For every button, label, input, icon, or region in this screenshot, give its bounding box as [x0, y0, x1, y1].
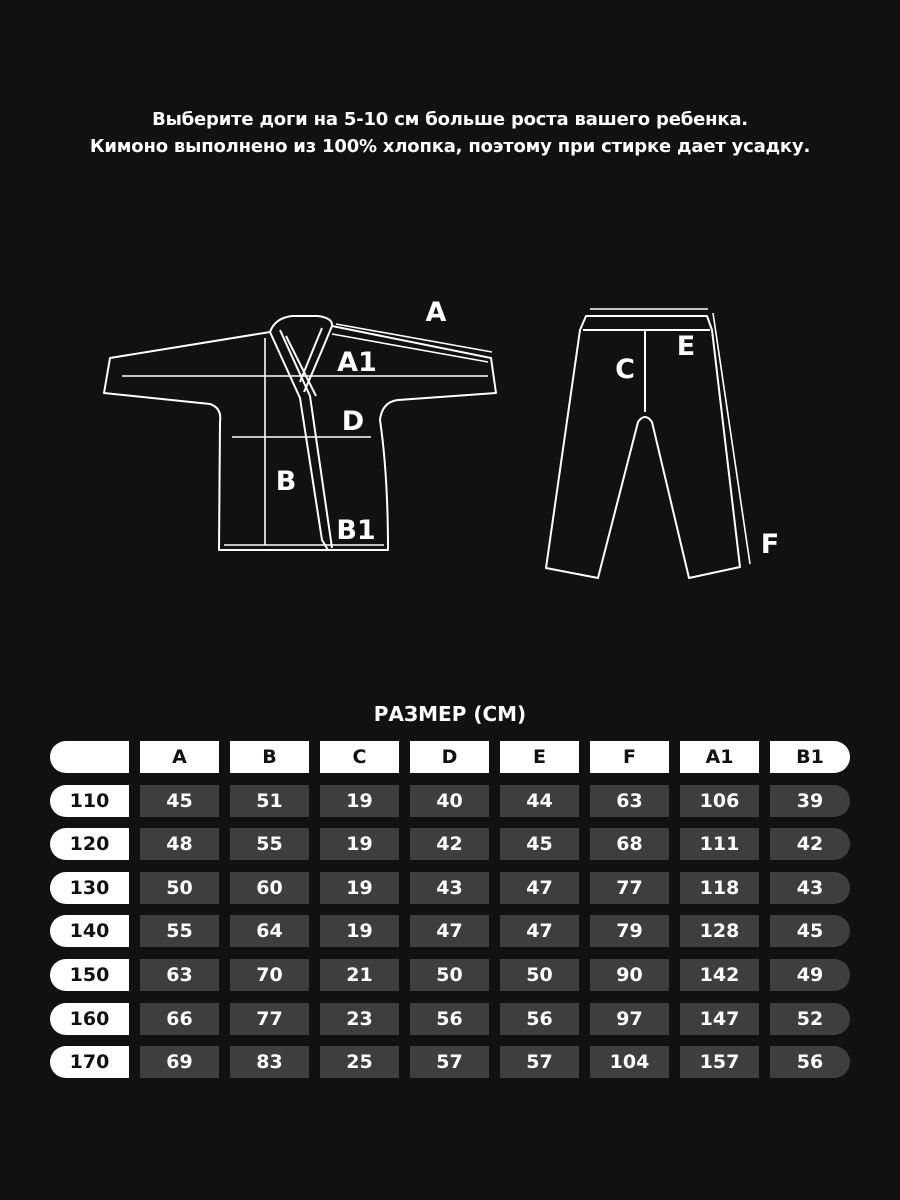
label-a1: A1	[337, 347, 377, 378]
table-cell: 52	[770, 1003, 850, 1035]
table-cell: 50	[500, 959, 579, 991]
table-cell: 25	[320, 1046, 399, 1078]
table-row	[50, 1003, 850, 1035]
label-b: B	[275, 466, 297, 497]
row-size-label: 170	[50, 1046, 129, 1078]
table-header-row	[50, 741, 850, 773]
table-cell: 63	[140, 959, 219, 991]
row-size-label: 150	[50, 959, 129, 991]
table-cell: 49	[770, 959, 850, 991]
table-body	[50, 785, 850, 1079]
table-cell: 50	[140, 872, 219, 904]
table-cell: 40	[410, 785, 489, 817]
table-cell: 39	[770, 785, 850, 817]
table-cell: 142	[680, 959, 759, 991]
table-cell: 111	[680, 828, 759, 860]
intro-line-1: Выберите доги на 5-10 см больше роста вашего ребенка.	[152, 109, 748, 130]
table-cell: 64	[230, 915, 309, 947]
table-row	[50, 872, 850, 904]
table-row	[50, 915, 850, 947]
table-cell: 79	[590, 915, 669, 947]
table-cell: 19	[320, 872, 399, 904]
row-size-label: 120	[50, 828, 129, 860]
table-cell: 66	[140, 1003, 219, 1035]
table-cell: 50	[410, 959, 489, 991]
pants-outline	[546, 316, 740, 578]
table-cell: 157	[680, 1046, 759, 1078]
table-cell: 56	[500, 1003, 579, 1035]
column-header: C	[320, 741, 399, 773]
table-cell: 47	[500, 872, 579, 904]
label-d: D	[341, 406, 365, 437]
table-cell: 45	[140, 785, 219, 817]
table-row	[50, 1046, 850, 1078]
table-cell: 97	[590, 1003, 669, 1035]
jacket-outline	[104, 316, 496, 550]
table-row	[50, 785, 850, 817]
table-row	[50, 828, 850, 860]
table-cell: 47	[500, 915, 579, 947]
table-cell: 19	[320, 915, 399, 947]
table-cell: 83	[230, 1046, 309, 1078]
column-header: E	[500, 741, 579, 773]
table-cell: 23	[320, 1003, 399, 1035]
table-row	[50, 959, 850, 991]
column-header: A1	[680, 741, 759, 773]
column-header: D	[410, 741, 489, 773]
jacket-measure-lines	[122, 324, 492, 545]
row-size-label: 110	[50, 785, 129, 817]
table-cell: 19	[320, 828, 399, 860]
size-table	[50, 741, 850, 1090]
table-cell: 43	[770, 872, 850, 904]
column-header: B1	[770, 741, 850, 773]
table-cell: 56	[410, 1003, 489, 1035]
table-cell: 70	[230, 959, 309, 991]
column-header: A	[140, 741, 219, 773]
table-cell: 56	[770, 1046, 850, 1078]
table-cell: 43	[410, 872, 489, 904]
row-size-label: 140	[50, 915, 129, 947]
table-cell: 45	[500, 828, 579, 860]
table-cell: 57	[500, 1046, 579, 1078]
label-b1: B1	[336, 515, 376, 546]
table-cell: 44	[500, 785, 579, 817]
table-cell: 90	[590, 959, 669, 991]
table-cell: 68	[590, 828, 669, 860]
row-size-label: 160	[50, 1003, 129, 1035]
pants-measure-lines	[590, 309, 750, 564]
table-cell: 118	[680, 872, 759, 904]
table-cell: 51	[230, 785, 309, 817]
table-cell: 48	[140, 828, 219, 860]
table-cell: 21	[320, 959, 399, 991]
table-cell: 45	[770, 915, 850, 947]
size-table-title: РАЗМЕР (СМ)	[373, 702, 527, 726]
label-e: E	[676, 331, 696, 362]
table-cell: 69	[140, 1046, 219, 1078]
table-cell: 128	[680, 915, 759, 947]
table-cell: 57	[410, 1046, 489, 1078]
label-c: C	[615, 354, 635, 385]
table-cell: 19	[320, 785, 399, 817]
column-header: B	[230, 741, 309, 773]
table-cell: 47	[410, 915, 489, 947]
table-cell: 63	[590, 785, 669, 817]
label-a: A	[425, 297, 447, 328]
kimono-diagram	[0, 280, 900, 600]
table-cell: 55	[230, 828, 309, 860]
table-cell: 42	[410, 828, 489, 860]
table-cell: 55	[140, 915, 219, 947]
row-size-label: 130	[50, 872, 129, 904]
label-f: F	[760, 529, 780, 560]
table-corner-cell	[50, 741, 129, 773]
table-cell: 147	[680, 1003, 759, 1035]
intro-text	[0, 106, 900, 160]
intro-line-2: Кимоно выполнено из 100% хлопка, поэтому при стирке дает усадку.	[89, 136, 811, 157]
table-cell: 77	[230, 1003, 309, 1035]
table-cell: 60	[230, 872, 309, 904]
table-cell: 42	[770, 828, 850, 860]
table-cell: 104	[590, 1046, 669, 1078]
table-cell: 106	[680, 785, 759, 817]
column-header: F	[590, 741, 669, 773]
table-cell: 77	[590, 872, 669, 904]
